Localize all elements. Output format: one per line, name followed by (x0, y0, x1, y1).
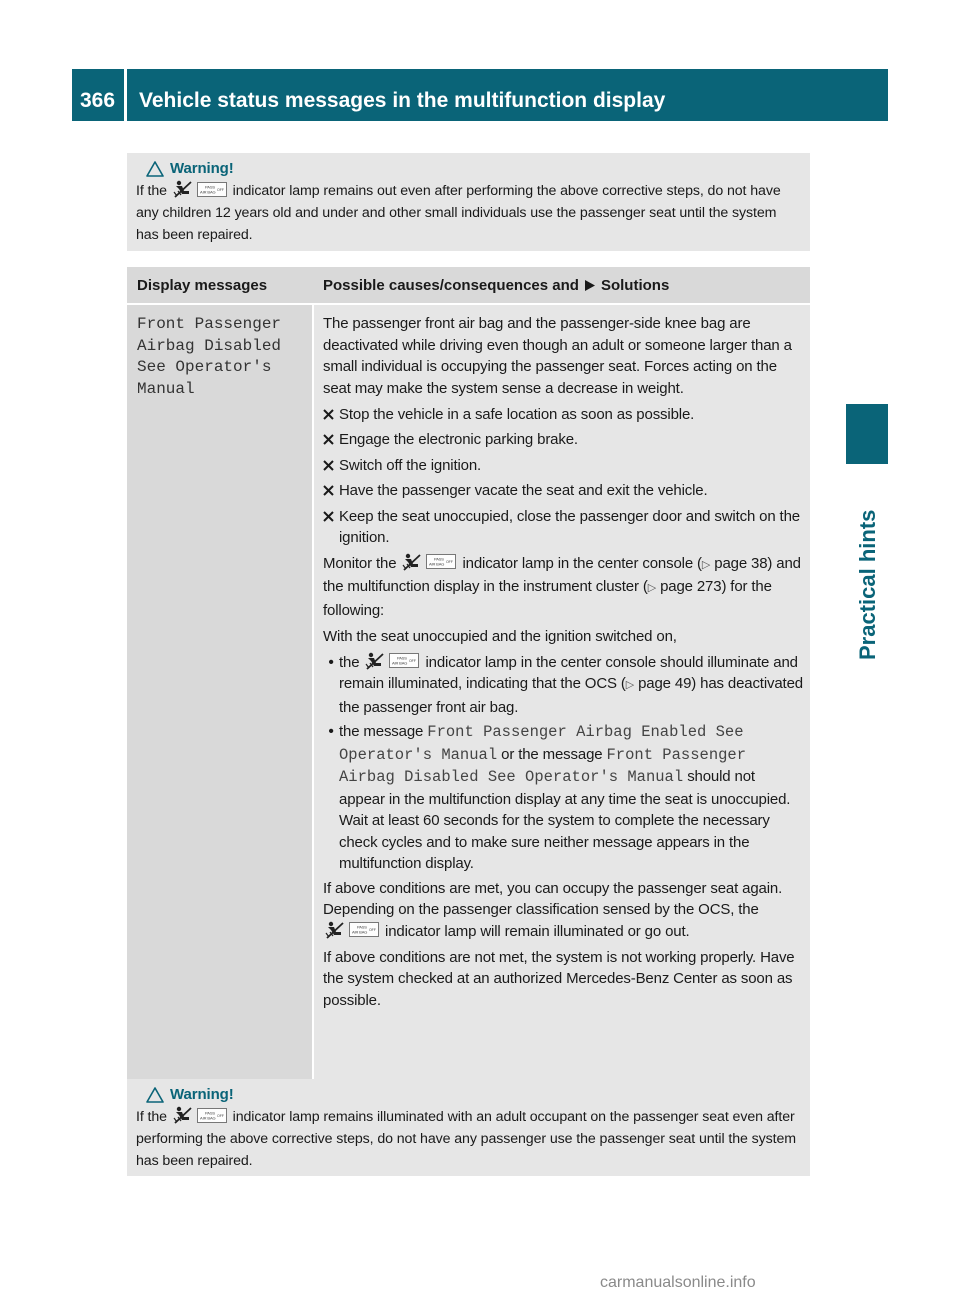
warning-header (136, 1084, 800, 1106)
action-x-icon (323, 485, 334, 496)
warning-triangle-icon (146, 1087, 164, 1103)
col-header-display-messages: Display messages (137, 276, 268, 294)
warning-box-top (127, 153, 810, 251)
bullet-text-start: the message (339, 723, 424, 740)
action-step (323, 429, 804, 451)
monitor-text-start: Monitor the (323, 554, 397, 572)
pass-airbag-off-icon (389, 653, 419, 668)
action-x-icon (323, 511, 334, 522)
col-header-solutions (314, 277, 810, 294)
met-text-end: indicator lamp will remain illuminated or go out. (385, 922, 690, 940)
warning-text-start: If the (136, 1109, 167, 1125)
monitor-text-end: ) for the following: (323, 578, 772, 619)
indicator-lamp-symbol (325, 921, 379, 939)
page-reference-link[interactable]: page 49 (638, 675, 692, 692)
child-seat-icon (365, 652, 385, 670)
indicator-lamp-symbol (173, 1106, 227, 1124)
action-step (323, 480, 804, 502)
bullet-text-start: the (339, 653, 360, 671)
display-message-inline: Front Passenger Airbag Enabled See Operator's Manual (339, 723, 744, 764)
page-ref-icon: ▷ (701, 558, 711, 571)
bullet-icon: • (328, 723, 334, 740)
pass-airbag-off-icon (197, 1108, 227, 1123)
display-message-line: Airbag Disabled (137, 336, 282, 355)
pass-airbag-off-icon (349, 922, 379, 937)
warning-triangle-icon (146, 161, 164, 177)
page-reference-link[interactable]: page 38 (714, 554, 768, 572)
solutions-cell (314, 305, 810, 1091)
monitor-text-mid: indicator lamp in the center console (462, 554, 694, 572)
warning-text (136, 180, 800, 246)
cause-paragraph: The passenger front air bag and the passenger-side knee bag are deactivated while driving even though an adult or someone larger than a small individual is occupying the passenger seat. Forces acting on the seat may make the system sense a decrease in weight. (323, 315, 792, 397)
display-message-line: Front Passenger (137, 315, 282, 333)
display-message-inline: Front Passenger Airbag Disabled See Operator's Manual (339, 745, 747, 786)
indicator-lamp-symbol (365, 652, 419, 670)
list-item (323, 721, 804, 875)
action-step-text: Engage the electronic parking brake. (339, 431, 578, 448)
warning-title: Warning! (170, 160, 234, 177)
warning-text-end: indicator lamp remains out even after performing the above corrective steps, do not have any children 12 years old and under and other small individuals use the passenger seat until the system has been repaired. (136, 183, 781, 243)
action-step-text: Have the passenger vacate the seat and exit the vehicle. (339, 482, 708, 499)
list-item-text: the indicator lamp in the center console should illuminate and remain illuminated, indicating that the OCS (▷ page 49) has deactivated the passenger front air bag. (339, 653, 803, 716)
child-seat-icon (173, 1106, 193, 1124)
warning-box-bottom (127, 1079, 810, 1176)
table-header (127, 267, 810, 305)
action-step-text: Switch off the ignition. (339, 456, 482, 474)
condition-paragraph: With the seat unoccupied and the ignition switched on, (323, 627, 677, 645)
indicator-lamp-symbol (173, 180, 227, 198)
display-message-line: See Operator's (137, 358, 272, 376)
table-row (127, 305, 810, 1091)
display-message-cell (127, 305, 312, 1091)
warning-text (136, 1106, 800, 1172)
list-item-text (339, 721, 804, 875)
child-seat-icon (402, 553, 422, 571)
side-tab-label: Practical hints (855, 509, 880, 660)
met-text-start: If above conditions are met, you can occupy the passenger seat again. Depending on the passenger classification sensed by the OCS, the (323, 879, 783, 918)
col-header-solutions-label: Solutions (600, 276, 670, 294)
monitor-paragraph: Monitor the indicator lamp in the center console (▷ page 38) and the multifunction display in the instrument cluster (▷ page 273) for the following: (323, 554, 801, 619)
action-step-text: Stop the vehicle in a safe location as soon as possible. (339, 405, 695, 423)
bullet-text-end: should not appear in the multifunction display at any time the seat is unoccupied. Wait at least 60 seconds for the system to complete the necessary check cycles and to make sure neither message appears in the multifunction display. (339, 768, 791, 872)
side-tab-marker (846, 404, 888, 464)
action-step-text: Keep the seat unoccupied, close the passenger door and switch on the ignition. (339, 507, 800, 546)
status-message-table (127, 267, 810, 1091)
pass-airbag-off-icon (426, 554, 456, 569)
page-ref-icon: ▷ (647, 582, 657, 594)
list-item (323, 652, 804, 719)
conditions-met-paragraph (323, 878, 804, 943)
page-header (72, 69, 888, 121)
child-seat-icon (325, 921, 345, 939)
col-header-causes: Possible causes/consequences and (323, 276, 579, 294)
action-x-icon (323, 409, 334, 420)
action-step (323, 506, 804, 549)
action-arrow-icon (584, 279, 596, 292)
bullet-text-end: ) has deactivated the passenger front air bag. (339, 675, 803, 716)
indicator-lamp-symbol (402, 553, 456, 571)
bullet-icon: • (328, 653, 334, 671)
warning-text-start: If the (136, 183, 167, 199)
page-title: Vehicle status messages in the multifunction display (139, 89, 666, 112)
warning-text-end: indicator lamp remains illuminated with an adult occupant on the passenger seat even after performing the above corrective steps, do not have any passenger use the passenger seat until the system has been repaired. (136, 1109, 796, 1169)
pass-airbag-off-icon (197, 182, 227, 197)
warning-header (136, 158, 800, 180)
monitor-text-cluster: ) and the multifunction display in the instrument cluster (323, 554, 801, 595)
page-ref-icon: ▷ (625, 679, 635, 691)
action-x-icon (323, 460, 334, 471)
warning-title: Warning! (170, 1086, 234, 1103)
page-reference-link[interactable]: page 273 (660, 578, 722, 595)
display-message-line: Manual (137, 379, 195, 398)
action-step (323, 455, 804, 477)
page-number: 366 (80, 89, 116, 112)
action-x-icon (323, 434, 334, 445)
conditions-not-met-paragraph: If above conditions are not met, the system is not working properly. Have the system checked at an authorized Mercedes-Benz Center as soon as possible. (323, 948, 795, 1009)
bullet-text-mid: indicator lamp in the center console should illuminate and remain illuminated, indicating that the OCS (339, 653, 798, 692)
child-seat-icon (173, 180, 193, 198)
watermark: carmanualsonline.info (600, 1274, 756, 1291)
bullet-text-mid: or the message (501, 745, 603, 763)
action-step (323, 404, 804, 426)
